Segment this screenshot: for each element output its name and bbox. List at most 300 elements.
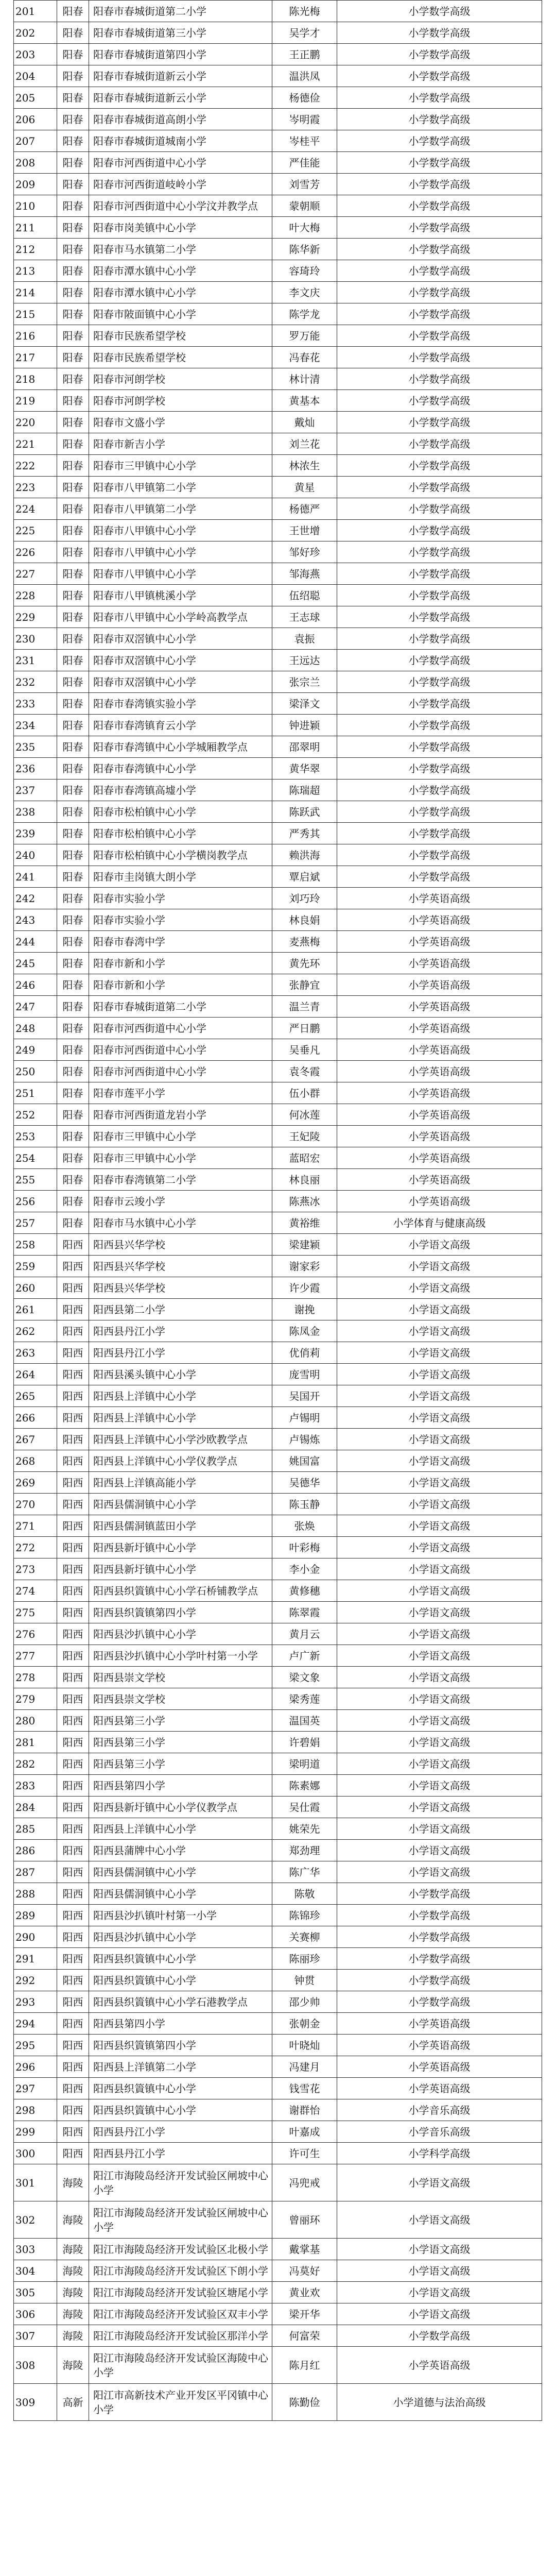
teacher-name-cell: 吴德华 [272,1472,337,1494]
row-number: 223 [14,477,57,498]
title-level-cell: 小学数学高级 [337,823,542,844]
region-cell: 阳西 [57,1905,89,1926]
teacher-name-cell: 梁文象 [272,1667,337,1688]
title-level-cell: 小学数学高级 [337,2325,542,2347]
teacher-name-cell: 姚国富 [272,1450,337,1472]
teacher-name-cell: 袁振 [272,628,337,650]
school-cell: 阳春市潭水镇中心小学 [89,260,272,282]
table-row [14,455,542,477]
table-row [14,1991,542,2013]
region-cell: 阳春 [57,87,89,109]
region-cell: 海陵 [57,2303,89,2325]
table-row [14,1342,542,1364]
teacher-name-cell: 刘巧玲 [272,888,337,909]
region-cell: 阳春 [57,1039,89,1061]
row-number: 308 [14,2347,57,2384]
table-row [14,368,542,390]
region-cell: 阳春 [57,520,89,541]
row-number: 289 [14,1905,57,1926]
school-cell: 阳西县儒洞镇中心小学 [89,1494,272,1515]
title-level-cell: 小学数学高级 [337,650,542,671]
title-level-cell: 小学数学高级 [337,585,542,606]
region-cell: 阳西 [57,1429,89,1450]
row-number: 208 [14,152,57,174]
school-cell: 阳西县溪头镇中心小学 [89,1364,272,1385]
table-row [14,1861,542,1883]
table-row [14,1905,542,1926]
title-level-cell: 小学语文高级 [337,1797,542,1818]
teacher-name-cell: 梁秀莲 [272,1688,337,1710]
title-level-cell: 小学语文高级 [337,1450,542,1472]
table-row [14,2260,542,2282]
table-row [14,347,542,368]
school-cell: 阳春市三甲镇中心小学 [89,1126,272,1147]
region-cell: 阳西 [57,1926,89,1948]
school-cell: 阳西县织篢镇第四小学 [89,2035,272,2056]
school-cell: 阳春市河西街道中心小学汶并教学点 [89,195,272,217]
title-level-cell: 小学数学高级 [337,109,542,130]
teacher-name-cell: 戴掌基 [272,2239,337,2260]
document-page [13,0,542,2421]
teacher-name-cell: 钱雪花 [272,2078,337,2099]
table-row [14,1277,542,1299]
teacher-name-cell: 温洪凤 [272,65,337,87]
school-cell: 阳春市八甲镇中心小学 [89,520,272,541]
table-row [14,1667,542,1688]
row-number: 273 [14,1558,57,1580]
row-number: 272 [14,1537,57,1558]
row-number: 252 [14,1104,57,1126]
table-row [14,174,542,195]
region-cell: 阳西 [57,1753,89,1775]
row-number: 290 [14,1926,57,1948]
teacher-name-cell: 陈学龙 [272,303,337,325]
school-cell: 阳江市海陵岛经济开发试验区塘尾小学 [89,2282,272,2303]
table-row [14,844,542,866]
row-number: 258 [14,1234,57,1256]
region-cell: 阳西 [57,1515,89,1537]
teacher-name-cell: 叶嘉成 [272,2121,337,2143]
table-row [14,736,542,758]
row-number: 293 [14,1991,57,2013]
school-cell: 阳西县上洋镇第二小学 [89,2056,272,2078]
row-number: 233 [14,693,57,715]
teacher-name-cell: 邵少帅 [272,1991,337,2013]
row-number: 228 [14,585,57,606]
school-cell: 阳江市海陵岛经济开发试验区双丰小学 [89,2303,272,2325]
region-cell: 阳春 [57,801,89,823]
table-row [14,2239,542,2260]
table-row [14,628,542,650]
region-cell: 阳春 [57,693,89,715]
region-cell: 阳西 [57,1580,89,1602]
school-cell: 阳江市海陵岛经济开发试验区下朗小学 [89,2260,272,2282]
table-row [14,1948,542,1970]
school-cell: 阳春市文盛小学 [89,412,272,433]
teacher-name-cell: 陈勤俭 [272,2384,337,2421]
title-level-cell: 小学语文高级 [337,1753,542,1775]
table-row [14,239,542,260]
school-cell: 阳江市海陵岛经济开发试验区海陵中心小学 [89,2347,272,2384]
table-row [14,693,542,715]
region-cell: 阳春 [57,390,89,412]
teacher-name-cell: 覃启斌 [272,866,337,888]
title-level-cell: 小学数学高级 [337,390,542,412]
table-row [14,22,542,44]
region-cell: 阳春 [57,1147,89,1169]
row-number: 255 [14,1169,57,1191]
row-number: 254 [14,1147,57,1169]
teacher-name-cell: 冯春花 [272,347,337,368]
region-cell: 阳西 [57,1234,89,1256]
title-level-cell: 小学语文高级 [337,1840,542,1861]
table-row [14,758,542,779]
title-level-cell: 小学英语高级 [337,953,542,974]
teacher-name-cell: 吴国开 [272,1385,337,1407]
region-cell: 海陵 [57,2239,89,2260]
teacher-name-cell: 李文庆 [272,282,337,303]
row-number: 262 [14,1320,57,1342]
school-cell: 阳春市春城街道高朗小学 [89,109,272,130]
title-level-cell: 小学数学高级 [337,217,542,239]
row-number: 304 [14,2260,57,2282]
table-row [14,2013,542,2035]
teacher-name-cell: 张焕 [272,1515,337,1537]
school-cell: 阳江市海陵岛经济开发试验区闸坡中心小学 [89,2164,272,2201]
region-cell: 阳春 [57,866,89,888]
title-level-cell: 小学语文高级 [337,1818,542,1840]
region-cell: 阳春 [57,1018,89,1039]
region-cell: 阳春 [57,195,89,217]
school-cell: 阳春市新和小学 [89,974,272,996]
region-cell: 阳西 [57,1299,89,1320]
region-cell: 阳春 [57,671,89,693]
region-cell: 阳春 [57,1169,89,1191]
row-number: 278 [14,1667,57,1688]
table-row [14,1299,542,1320]
title-level-cell: 小学数学高级 [337,303,542,325]
teacher-name-cell: 邹好珍 [272,541,337,563]
teacher-name-cell: 陈凤金 [272,1320,337,1342]
title-level-cell: 小学英语高级 [337,1147,542,1169]
title-level-cell: 小学语文高级 [337,2282,542,2303]
table-row [14,195,542,217]
school-cell: 阳春市河西街道中心小学 [89,1061,272,1082]
teacher-name-cell: 王远达 [272,650,337,671]
title-level-cell: 小学数学高级 [337,239,542,260]
table-row [14,1,542,22]
teacher-name-cell: 罗万能 [272,325,337,347]
region-cell: 阳西 [57,1645,89,1667]
teacher-name-cell: 林计清 [272,368,337,390]
table-row [14,109,542,130]
teacher-name-cell: 邵翠明 [272,736,337,758]
teacher-name-cell: 卢广新 [272,1645,337,1667]
teacher-name-cell: 袁冬霞 [272,1061,337,1082]
row-number: 299 [14,2121,57,2143]
region-cell: 阳春 [57,1082,89,1104]
region-cell: 阳西 [57,1558,89,1580]
teacher-name-cell: 卢锡明 [272,1407,337,1429]
row-number: 242 [14,888,57,909]
school-cell: 阳西县丹江小学 [89,2143,272,2164]
school-cell: 阳西县丹江小学 [89,1320,272,1342]
row-number: 298 [14,2099,57,2121]
row-number: 288 [14,1883,57,1905]
title-level-cell: 小学语文高级 [337,1688,542,1710]
school-cell: 阳西县沙扒镇中心小学叶村第一小学 [89,1645,272,1667]
school-cell: 阳春市双滘镇中心小学 [89,650,272,671]
school-cell: 阳春市春湾镇实验小学 [89,693,272,715]
row-number: 215 [14,303,57,325]
table-row [14,44,542,65]
school-cell: 阳春市陂面镇中心小学 [89,303,272,325]
title-level-cell: 小学英语高级 [337,996,542,1018]
row-number: 302 [14,2201,57,2239]
school-cell: 阳春市实验小学 [89,888,272,909]
teacher-name-cell: 陈华新 [272,239,337,260]
title-level-cell: 小学数学高级 [337,174,542,195]
region-cell: 阳春 [57,823,89,844]
title-level-cell: 小学英语高级 [337,2013,542,2035]
row-number: 239 [14,823,57,844]
row-number: 260 [14,1277,57,1299]
row-number: 238 [14,801,57,823]
title-level-cell: 小学语文高级 [337,1320,542,1342]
school-cell: 阳春市河西街道龙岩小学 [89,1104,272,1126]
table-row [14,282,542,303]
row-number: 229 [14,606,57,628]
row-number: 276 [14,1623,57,1645]
table-row [14,87,542,109]
teacher-name-cell: 叶大梅 [272,217,337,239]
row-number: 274 [14,1580,57,1602]
teacher-name-cell: 王妃陵 [272,1126,337,1147]
row-number: 251 [14,1082,57,1104]
title-level-cell: 小学数学高级 [337,1991,542,2013]
table-row [14,563,542,585]
school-cell: 阳春市河西街道岐岭小学 [89,174,272,195]
region-cell: 阳西 [57,1840,89,1861]
region-cell: 阳西 [57,1732,89,1753]
table-row [14,520,542,541]
table-row [14,650,542,671]
teacher-name-cell: 蓝昭宏 [272,1147,337,1169]
region-cell: 阳春 [57,1,89,22]
table-row [14,1732,542,1753]
table-row [14,931,542,953]
school-cell: 阳西县兴华学校 [89,1256,272,1277]
title-level-cell: 小学英语高级 [337,2035,542,2056]
region-cell: 海陵 [57,2282,89,2303]
row-number: 279 [14,1688,57,1710]
table-row [14,1926,542,1948]
table-row [14,390,542,412]
school-cell: 阳春市民族希望学校 [89,347,272,368]
table-row [14,1494,542,1515]
title-level-cell: 小学数学高级 [337,606,542,628]
table-row [14,866,542,888]
teacher-name-cell: 谢挽 [272,1299,337,1320]
row-number: 222 [14,455,57,477]
title-level-cell: 小学语文高级 [337,1602,542,1623]
school-cell: 阳春市春城街道第四小学 [89,44,272,65]
row-number: 216 [14,325,57,347]
teacher-name-cell: 岑桂平 [272,130,337,152]
row-number: 213 [14,260,57,282]
title-level-cell: 小学英语高级 [337,1126,542,1147]
region-cell: 阳西 [57,1797,89,1818]
table-row [14,1018,542,1039]
teacher-name-cell: 刘兰花 [272,433,337,455]
title-level-cell: 小学语文高级 [337,1342,542,1364]
row-number: 305 [14,2282,57,2303]
region-cell: 阳春 [57,1061,89,1082]
region-cell: 阳春 [57,1212,89,1234]
school-cell: 阳西县儒洞镇蓝田小学 [89,1515,272,1537]
teacher-name-cell: 黄星 [272,477,337,498]
school-cell: 阳西县丹江小学 [89,2121,272,2143]
title-level-cell: 小学音乐高级 [337,2099,542,2121]
title-level-cell: 小学英语高级 [337,1061,542,1082]
table-row [14,1472,542,1494]
row-number: 257 [14,1212,57,1234]
title-level-cell: 小学数学高级 [337,866,542,888]
table-row [14,1429,542,1450]
region-cell: 阳西 [57,2099,89,2121]
teacher-name-cell: 赖洪海 [272,844,337,866]
teacher-name-cell: 黄先环 [272,953,337,974]
table-row [14,585,542,606]
teacher-name-cell: 钟进颖 [272,715,337,736]
teacher-name-cell: 黄业欢 [272,2282,337,2303]
teacher-name-cell: 岑明霞 [272,109,337,130]
table-row [14,2303,542,2325]
table-row [14,1385,542,1407]
title-level-cell: 小学语文高级 [337,1645,542,1667]
row-number: 267 [14,1429,57,1450]
row-number: 236 [14,758,57,779]
teacher-name-cell: 陈玉静 [272,1494,337,1515]
region-cell: 阳西 [57,1991,89,2013]
table-row [14,325,542,347]
table-row [14,1883,542,1905]
region-cell: 阳西 [57,2121,89,2143]
region-cell: 海陵 [57,2325,89,2347]
title-level-cell: 小学语文高级 [337,1732,542,1753]
region-cell: 阳春 [57,628,89,650]
region-cell: 阳春 [57,585,89,606]
school-cell: 阳春市河朗学校 [89,368,272,390]
title-level-cell: 小学数学高级 [337,1926,542,1948]
row-number: 243 [14,909,57,931]
title-level-cell: 小学数学高级 [337,779,542,801]
row-number: 296 [14,2056,57,2078]
school-cell: 阳春市双滘镇中心小学 [89,628,272,650]
table-row [14,2035,542,2056]
table-row [14,779,542,801]
title-level-cell: 小学英语高级 [337,931,542,953]
table-row [14,1061,542,1082]
region-cell: 阳春 [57,325,89,347]
region-cell: 阳春 [57,303,89,325]
school-cell: 阳西县兴华学校 [89,1277,272,1299]
teacher-name-cell: 严佳能 [272,152,337,174]
school-cell: 阳春市河朗学校 [89,390,272,412]
region-cell: 阳春 [57,996,89,1018]
table-row [14,1450,542,1472]
school-cell: 阳春市春城街道第二小学 [89,996,272,1018]
title-level-cell: 小学数学高级 [337,87,542,109]
teacher-name-cell: 陈广华 [272,1861,337,1883]
title-level-cell: 小学数学高级 [337,1905,542,1926]
region-cell: 阳春 [57,347,89,368]
title-level-cell: 小学语文高级 [337,2239,542,2260]
teacher-name-cell: 陈光梅 [272,1,337,22]
region-cell: 阳西 [57,2056,89,2078]
school-cell: 阳春市莲平小学 [89,1082,272,1104]
row-number: 232 [14,671,57,693]
school-cell: 阳春市春湾镇育云小学 [89,715,272,736]
teacher-name-cell: 伍小群 [272,1082,337,1104]
row-number: 281 [14,1732,57,1753]
teacher-name-cell: 许少霞 [272,1277,337,1299]
row-number: 230 [14,628,57,650]
title-level-cell: 小学语文高级 [337,2201,542,2239]
teacher-name-cell: 何富荣 [272,2325,337,2347]
region-cell: 阳西 [57,1710,89,1732]
table-row [14,1645,542,1667]
teacher-name-cell: 优俏莉 [272,1342,337,1364]
table-row [14,2121,542,2143]
title-level-cell: 小学数学高级 [337,368,542,390]
school-cell: 阳春市实验小学 [89,909,272,931]
region-cell: 阳西 [57,1818,89,1840]
school-cell: 阳春市潭水镇中心小学 [89,282,272,303]
row-number: 282 [14,1753,57,1775]
teacher-name-cell: 谢家彩 [272,1256,337,1277]
school-cell: 阳春市八甲镇中心小学 [89,541,272,563]
row-number: 297 [14,2078,57,2099]
row-number: 207 [14,130,57,152]
school-cell: 阳春市新和小学 [89,953,272,974]
teacher-name-cell: 郑劲理 [272,1840,337,1861]
region-cell: 阳西 [57,2078,89,2099]
region-cell: 阳西 [57,2143,89,2164]
teacher-name-cell: 黄华翠 [272,758,337,779]
school-cell: 阳春市春湾镇高墟小学 [89,779,272,801]
school-cell: 阳西县织篢镇中心小学石桥铺教学点 [89,1580,272,1602]
title-level-cell: 小学语文高级 [337,1710,542,1732]
teacher-name-cell: 姚荣先 [272,1818,337,1840]
table-row [14,888,542,909]
table-row [14,2056,542,2078]
school-cell: 阳西县丹江小学 [89,1342,272,1364]
region-cell: 阳西 [57,1602,89,1623]
teacher-name-cell: 刘雪芳 [272,174,337,195]
title-level-cell: 小学数学高级 [337,152,542,174]
table-row [14,1212,542,1234]
title-level-cell: 小学英语高级 [337,909,542,931]
region-cell: 阳春 [57,888,89,909]
school-cell: 阳春市春湾镇第二小学 [89,1169,272,1191]
school-cell: 阳江市海陵岛经济开发试验区那洋小学 [89,2325,272,2347]
row-number: 266 [14,1407,57,1429]
school-cell: 阳西县上洋镇中心小学仪教学点 [89,1450,272,1472]
table-row [14,433,542,455]
region-cell: 阳春 [57,239,89,260]
region-cell: 阳春 [57,368,89,390]
